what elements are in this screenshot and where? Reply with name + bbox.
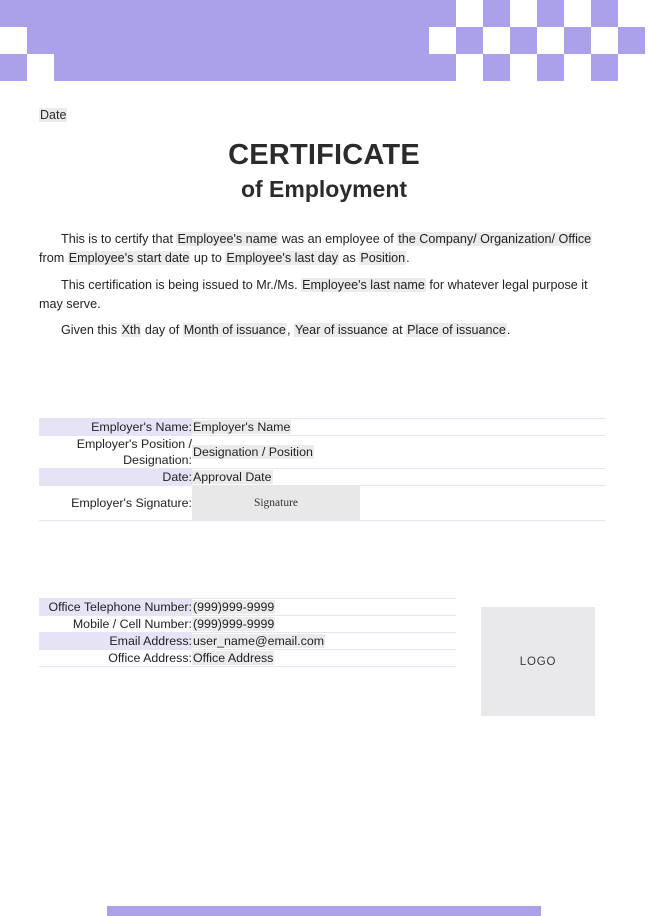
table-row <box>39 486 605 521</box>
checker-row-top <box>0 0 648 27</box>
checker-cell <box>591 0 618 27</box>
logo-placeholder[interactable] <box>481 607 595 716</box>
employer-row-value: Designation / Position <box>193 445 313 459</box>
text-fragment: . <box>506 323 511 337</box>
checker-cell <box>537 0 564 27</box>
placeholder-place-of-issuance[interactable]: Place of issuance <box>407 323 506 337</box>
employer-row-label: Date: <box>39 469 192 486</box>
checker-cell <box>510 27 537 54</box>
text-fragment: . <box>406 251 410 265</box>
checker-solid-block <box>54 54 456 81</box>
checker-cell <box>618 27 645 54</box>
table-row <box>39 633 456 650</box>
employer-row-value-cell[interactable] <box>192 486 605 521</box>
contact-row-value: (999)999-9999 <box>193 600 275 614</box>
employer-row-label: Employer's Name: <box>39 419 192 436</box>
text-fragment: from <box>39 251 68 265</box>
employer-row-value: Approval Date <box>193 470 272 484</box>
title-line-primary: CERTIFICATE <box>228 139 420 171</box>
contact-row-value-cell[interactable] <box>192 650 456 667</box>
header-decorative-band <box>0 0 648 81</box>
text-fragment: This is to certify that <box>61 232 177 246</box>
checker-row-bottom <box>0 54 648 81</box>
title-line-secondary: of Employment <box>240 176 408 202</box>
employer-row-value-cell[interactable] <box>192 436 605 469</box>
employer-details-table <box>39 418 605 521</box>
table-row <box>39 436 605 469</box>
table-row <box>39 650 456 667</box>
text-fragment: , <box>286 323 294 337</box>
text-fragment: up to <box>190 251 226 265</box>
paragraph-certification-statement <box>39 230 609 268</box>
page-title <box>0 138 648 204</box>
checker-cell <box>483 0 510 27</box>
checker-solid-block <box>27 27 429 54</box>
checker-cell <box>456 27 483 54</box>
table-row <box>39 599 456 616</box>
text-fragment: at <box>388 323 407 337</box>
checker-cell <box>564 27 591 54</box>
placeholder-day-ordinal[interactable]: Xth <box>121 323 141 337</box>
checker-cell <box>537 54 564 81</box>
contact-row-value-cell[interactable] <box>192 616 456 633</box>
contact-row-value: user_name@email.com <box>193 634 325 648</box>
placeholder-position[interactable]: Position <box>360 251 406 265</box>
logo-label: LOGO <box>519 655 557 668</box>
text-fragment: Given this <box>61 323 121 337</box>
text-fragment: day of <box>141 323 183 337</box>
employer-row-label: Employer's Position / Designation: <box>39 436 192 469</box>
placeholder-start-date[interactable]: Employee's start date <box>68 251 190 265</box>
placeholder-company-name[interactable]: the Company/ Organization/ Office <box>398 232 592 246</box>
checker-solid-block <box>0 0 456 27</box>
contact-row-value-cell[interactable] <box>192 633 456 650</box>
contact-row-label: Mobile / Cell Number: <box>39 616 192 633</box>
paragraph-issuance-statement <box>39 321 609 340</box>
placeholder-last-day[interactable]: Employee's last day <box>226 251 339 265</box>
placeholder-employee-last-name[interactable]: Employee's last name <box>302 278 425 292</box>
table-row <box>39 419 605 436</box>
contact-row-value: (999)999-9999 <box>193 617 275 631</box>
contact-row-label: Office Address: <box>39 650 192 667</box>
employer-row-label: Employer's Signature: <box>39 486 192 521</box>
date-field[interactable] <box>39 107 67 124</box>
signature-placeholder[interactable]: Signature <box>192 486 360 520</box>
checker-cell <box>591 54 618 81</box>
employer-row-value-cell[interactable] <box>192 469 605 486</box>
contact-details-table <box>39 598 456 667</box>
placeholder-year-of-issuance[interactable]: Year of issuance <box>294 323 388 337</box>
contact-row-label: Office Telephone Number: <box>39 599 192 616</box>
placeholder-employee-name[interactable]: Employee's name <box>177 232 278 246</box>
text-fragment: as <box>339 251 360 265</box>
checker-cell <box>483 54 510 81</box>
contact-row-value-cell[interactable] <box>192 599 456 616</box>
paragraph-purpose-statement <box>39 276 609 314</box>
date-placeholder: Date <box>40 108 67 122</box>
text-fragment: for whatever legal purpose it may serve. <box>39 278 588 311</box>
text-fragment: was an employee of <box>278 232 398 246</box>
footer-decorative-bar <box>107 906 541 916</box>
table-row <box>39 616 456 633</box>
contact-row-value: Office Address <box>193 651 274 665</box>
checker-cell <box>0 54 27 81</box>
employer-row-value-cell[interactable] <box>192 419 605 436</box>
checker-row-middle <box>0 27 648 54</box>
placeholder-month-of-issuance[interactable]: Month of issuance <box>183 323 286 337</box>
table-row <box>39 469 605 486</box>
employer-row-value: Employer's Name <box>193 420 291 434</box>
contact-row-label: Email Address: <box>39 633 192 650</box>
text-fragment: This certification is being issued to Mr./Ms. <box>61 278 302 292</box>
